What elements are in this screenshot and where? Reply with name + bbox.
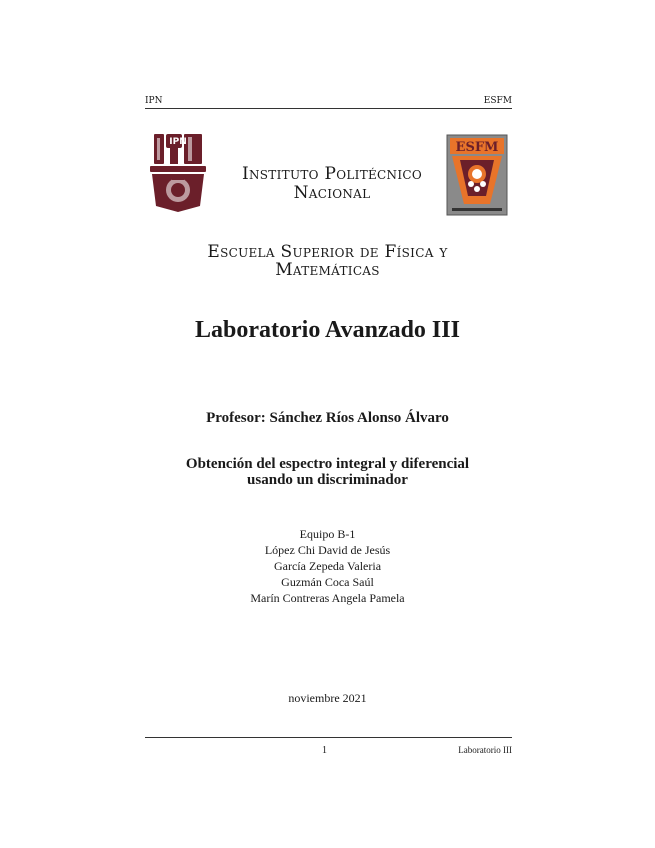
subject-line-2: usando un discriminador — [247, 472, 408, 488]
school-name — [0, 243, 655, 279]
header-rule — [145, 108, 512, 109]
professor-name: Profesor: Sánchez Ríos Alonso Álvaro — [206, 410, 449, 426]
school-line-1: Escuela Superior de Física y — [207, 242, 448, 262]
subject-line-1: Obtención del espectro integral y diferencial — [185, 456, 470, 472]
team-block — [0, 526, 655, 606]
ipn-logo — [148, 132, 208, 214]
team-member: Guzmán Coca Saúl — [281, 575, 374, 589]
esfm-logo — [446, 134, 508, 216]
institute-name — [222, 165, 442, 203]
team-member: García Zepeda Valeria — [273, 559, 382, 573]
running-header-right: ESFM — [483, 96, 512, 106]
document-title: Laboratorio Avanzado III — [195, 317, 460, 343]
footer-rule — [145, 737, 512, 738]
document-date: noviembre 2021 — [288, 691, 367, 705]
ipn-logo-text: IPN — [169, 137, 187, 147]
team-name: Equipo B-1 — [299, 527, 356, 541]
esfm-logo-text: ESFM — [455, 140, 499, 155]
institute-line-1: Instituto Politécnico — [241, 164, 423, 184]
institute-line-2: Nacional — [293, 183, 371, 203]
page-number: 1 — [322, 745, 327, 756]
team-member: López Chi David de Jesús — [264, 543, 391, 557]
team-member: Marín Contreras Angela Pamela — [250, 591, 405, 605]
report-subject — [0, 456, 655, 488]
school-line-2: Matemáticas — [275, 260, 380, 280]
running-footer-right: Laboratorio III — [458, 745, 512, 755]
running-header-left: IPN — [145, 96, 163, 106]
